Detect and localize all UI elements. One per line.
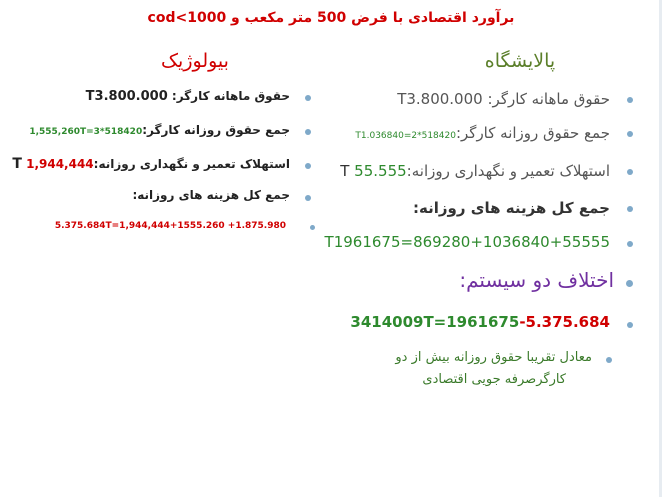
bullet-icon	[305, 129, 311, 135]
bullet-icon	[305, 195, 311, 201]
refinery-depreciation-unit: T	[340, 162, 350, 180]
bio-monthly-wage-value: T3.800.000	[85, 89, 168, 104]
savings-note-line2: کارگرصرفه جویی اقتصادی	[422, 372, 566, 387]
refinery-depreciation-label: استهلاک تعمیر و نگهداری روزانه:	[406, 162, 610, 180]
refinery-total-label: جمع کل هزینه های روزانه:	[413, 199, 610, 217]
bio-daily-wage	[29, 123, 290, 137]
bullet-icon	[310, 225, 315, 230]
bullet-icon	[606, 357, 612, 363]
bullet-icon	[305, 95, 311, 101]
bullet-icon	[305, 163, 311, 169]
refinery-total-value: T1961675=869280+1036840+55555	[324, 233, 610, 251]
bullet-icon	[627, 169, 633, 175]
bullet-icon	[627, 206, 633, 212]
refinery-header: پالایشگاه	[484, 50, 556, 72]
difference-value-a: 3414009T=1961675	[350, 313, 520, 331]
bullet-icon	[627, 131, 633, 137]
refinery-monthly-wage-label: حقوق ماهانه کارگر:	[487, 90, 610, 108]
bio-monthly-wage-label: حقوق ماهانه کارگر:	[171, 89, 290, 103]
bullet-icon	[627, 241, 633, 247]
bullet-icon	[627, 97, 633, 103]
bio-monthly-wage	[86, 89, 290, 104]
difference-value-b: -5.375.684	[519, 313, 610, 331]
bio-depreciation-value: 1,944,444	[26, 157, 94, 171]
bio-total-label: جمع کل هزینه های روزانه:	[132, 188, 290, 202]
bio-daily-wage-label: جمع حقوق روزانه کارگر:	[142, 123, 290, 137]
bio-depreciation-label: استهلاک تعمیر و نگهداری روزانه:	[93, 157, 290, 171]
refinery-daily-wage-label: جمع حقوق روزانه کارگر:	[455, 124, 610, 142]
refinery-monthly-wage-value: T3.800.000	[397, 90, 483, 108]
bullet-icon	[626, 280, 633, 287]
refinery-daily-wage-value: T1.036840=2*518420	[355, 131, 456, 141]
refinery-monthly-wage	[397, 90, 610, 108]
refinery-daily-wage	[355, 124, 610, 142]
bio-depreciation	[12, 156, 290, 172]
bio-depreciation-unit: T	[12, 156, 22, 172]
refinery-depreciation-value: 55.555	[354, 162, 407, 180]
bullet-icon	[627, 322, 633, 328]
slide-title: برآورد اقتصادی با فرض 500 متر مکعب و cod<1000	[147, 10, 515, 26]
savings-note-line1: معادل تقریبا حقوق روزانه بیش از دو	[395, 350, 592, 365]
refinery-depreciation	[340, 162, 610, 180]
bio-total-value: 5.375.684T=1,944,444+1555.260 +1.875.980	[54, 221, 286, 231]
biological-header: بیولوژیک	[161, 50, 229, 72]
difference-title: اختلاف دو سیستم:	[459, 268, 614, 292]
difference-value	[350, 313, 610, 331]
bio-daily-wage-value: 1,555,260T=3*518420	[29, 127, 143, 137]
